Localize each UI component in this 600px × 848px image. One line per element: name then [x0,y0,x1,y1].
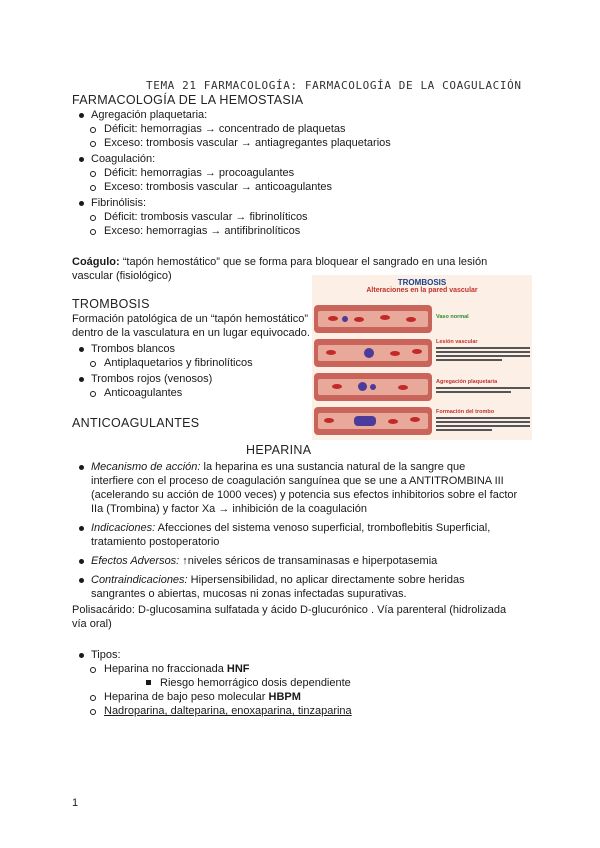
sub-bullet [90,127,96,133]
vessel-trombo [314,407,432,435]
contra-line-1 [91,573,465,587]
figure-caption-4-text [436,417,530,433]
red-cell [380,315,390,320]
coagulo-label: Coágulo: [72,256,120,268]
trombosis-def-2: dentro de la vasculatura en un lugar equivocado. [72,327,310,339]
polisacarido-line-2: vía oral) [72,618,112,630]
item-blancos-tx: Antiplaquetarios y fibrinolíticos [104,357,253,369]
trombosis-figure [312,275,532,440]
polisacarido-line-1: Polisacárido: D-glucosamina sulfatada y ácido D-glucurónico . Vía parenteral (hidrolizada [72,604,507,616]
bullet [79,201,84,206]
sub-bullet [90,391,96,397]
red-cell [410,417,420,422]
item-fibrinolisis: Fibrinólisis: [91,197,147,209]
vessel-normal [314,305,432,333]
bullet [79,559,84,564]
vessel-lesion [314,339,432,367]
bullet [79,113,84,118]
contra-label: Contraindicaciones: [91,574,188,586]
coagulo-text-cont: vascular (fisiológico) [72,270,172,282]
item-agr-deficit: Déficit: hemorragias → concentrado de plaquetas [104,123,346,135]
heading-heparina: HEPARINA [246,443,312,457]
figure-subtitle: Alteraciones en la pared vascular [366,287,478,294]
sub-bullet [90,141,96,147]
red-cell [354,317,364,322]
item-coagulacion: Coagulación: [91,153,156,165]
bullet [79,653,84,658]
platelet [358,382,367,391]
mecanismo-line-3: (acelerando su acción de 1000 veces) y potencia sus efectos inhibitorios sobre el factor [91,489,518,501]
figure-caption-4: Formación del trombo [436,409,495,415]
bullet [79,526,84,531]
sub-bullet [90,171,96,177]
thrombus [354,416,376,426]
item-coa-exceso: Exceso: trombosis vascular → anticoagulantes [104,181,333,193]
tipos-label: Tipos: [91,649,121,661]
sub-sub-bullet [146,680,151,685]
vessel-agregacion [314,373,432,401]
platelet [364,348,374,358]
mecanismo-text: la heparina es una sustancia natural de la sangre que [200,461,466,473]
figure-caption-3-text [436,387,530,403]
red-cell [328,316,338,321]
page-title: TEMA 21 FARMACOLOGÍA: FARMACOLOGÍA DE LA COAGULACIÓN [146,79,522,92]
coagulo-text: “tapón hemostático” que se forma para bloquear el sangrado en una lesión [119,256,488,268]
indicaciones-line-1 [91,521,490,535]
bullet [79,578,84,583]
indicaciones-line-2: tratamiento postoperatorio [91,536,220,548]
figure-caption-2: Lesión vascular [436,339,478,345]
hnf-text: Heparina no fraccionada [104,663,227,675]
contra-line-2: sangrantes o abiertas, mucosas ni zonas infectadas supurativas. [91,588,407,600]
platelet [370,384,376,390]
sub-bullet [90,185,96,191]
item-hbpm [104,690,301,704]
red-cell [406,317,416,322]
bullet [79,377,84,382]
bullet [79,157,84,162]
item-rojos-tx: Anticoagulantes [104,387,183,399]
red-cell [326,350,336,355]
red-cell [398,385,408,390]
item-riesgo: Riesgo hemorrágico dosis dependiente [160,677,351,689]
sub-bullet [90,229,96,235]
efectos-label: Efectos Adversos: [91,555,180,567]
sub-bullet [90,215,96,221]
hnf-abbr: HNF [226,663,250,675]
item-fib-deficit: Déficit: trombosis vascular → fibrinolíticos [104,211,308,223]
red-cell [332,384,342,389]
item-hnf [104,662,250,676]
item-trombos-rojos: Trombos rojos (venosos) [91,373,213,385]
coagulo-paragraph [72,255,487,269]
heading-anticoagulantes: ANTICOAGULANTES [72,416,200,430]
sub-bullet [90,695,96,701]
item-agregacion: Agregación plaquetaria: [91,109,208,121]
red-cell [324,418,334,423]
item-fib-exceso: Exceso: hemorragias → antifibrinolíticos [104,225,301,237]
bullet [79,347,84,352]
mecanismo-line-4: IIa (Trombina) y factor Xa → inhibición de la coagulación [91,503,367,515]
indicaciones-text: Afecciones del sistema venoso superficial, tromboflebitis Superficial, [155,522,491,534]
trombosis-def-1: Formación patológica de un “tapón hemostático” [72,313,309,325]
bullet [79,465,84,470]
red-cell [390,351,400,356]
indicaciones-label: Indicaciones: [91,522,156,534]
figure-caption-3: Agregación plaquetaria [436,379,498,385]
mecanismo-label: Mecanismo de acción: [91,461,201,473]
item-trombos-blancos: Trombos blancos [91,343,175,355]
sub-bullet [90,667,96,673]
heading-hemostasia: FARMACOLOGÍA DE LA HEMOSTASIA [72,93,304,107]
sub-bullet [90,361,96,367]
figure-title: TROMBOSIS [397,278,447,287]
figure-caption-1: Vaso normal [436,314,469,320]
item-agr-exceso: Exceso: trombosis vascular → antiagregantes plaquetarios [104,137,391,149]
platelet [342,316,348,322]
red-cell [388,419,398,424]
page-number: 1 [72,797,79,809]
red-cell [412,349,422,354]
figure-caption-2-text [436,347,530,363]
efectos-line [91,554,437,568]
sub-bullet [90,709,96,715]
hbpm-text: Heparina de bajo peso molecular [104,691,269,703]
hbpm-abbr: HBPM [268,691,301,703]
contra-text: Hipersensibilidad, no aplicar directamente sobre heridas [187,574,465,586]
mecanismo-line-1 [91,460,465,474]
mecanismo-line-2: interfiere con el proceso de coagulación sanguínea que se une a ANTITROMBINA III [91,475,504,487]
figure-header [312,275,532,303]
item-coa-deficit: Déficit: hemorragias → procoagulantes [104,167,295,179]
efectos-text: ↑niveles séricos de transaminasas e hiperpotasemia [179,555,438,567]
heading-trombosis: TROMBOSIS [72,297,150,311]
item-hbpm-lista: Nadroparina, dalteparina, enoxaparina, tinzaparina [104,705,352,717]
